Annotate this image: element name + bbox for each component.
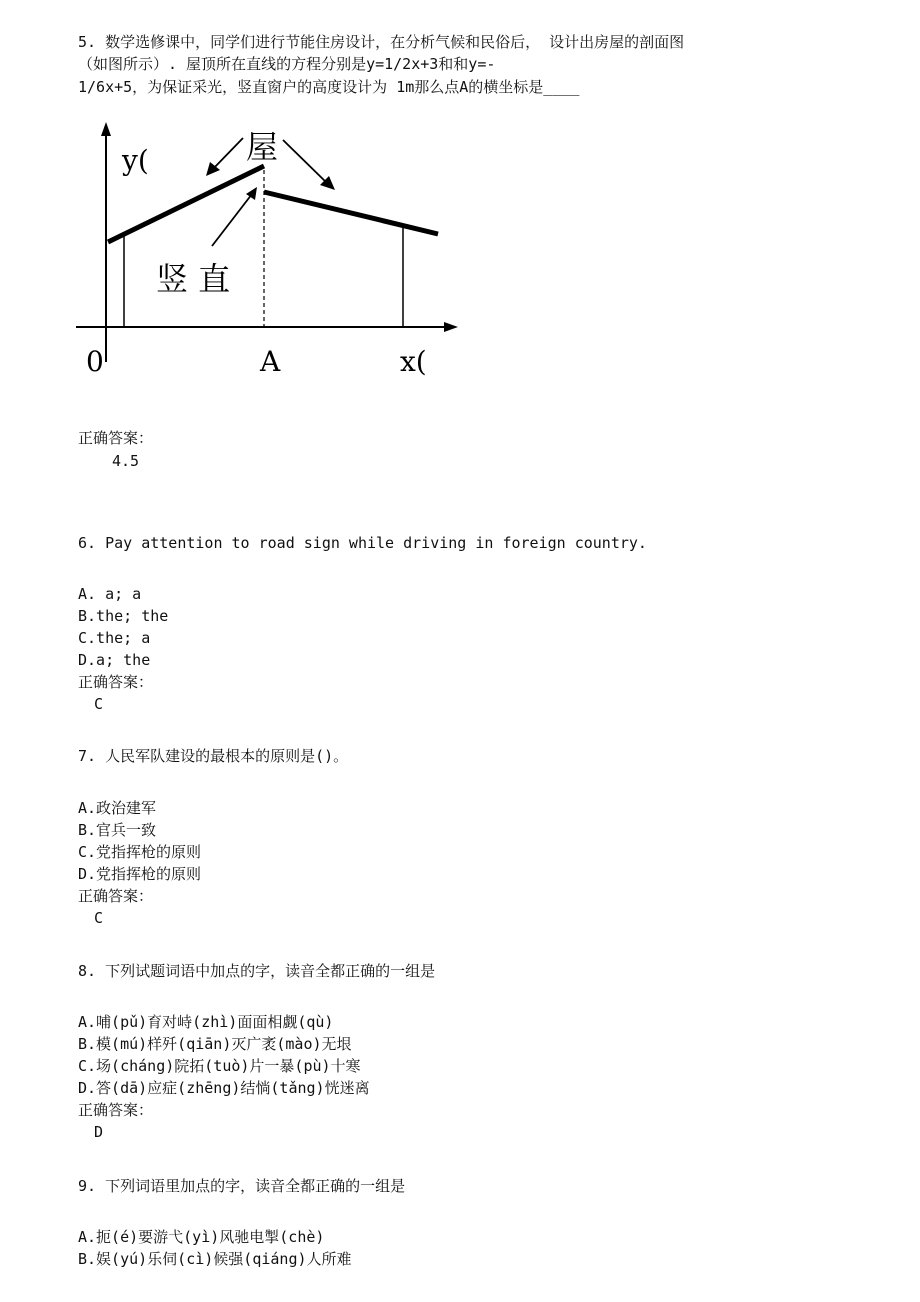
origin-label: 0 <box>86 345 104 378</box>
left-roof-line <box>108 166 264 242</box>
q8-option-b: B.模(mú)样歼(qiān)灭广袤(mào)无垠 <box>78 1035 352 1053</box>
q5-text-line-3: 1/6x+5，为保证采光，竖直窗户的高度设计为 1m那么点A的横坐标是____ <box>78 78 580 96</box>
q6-answer-value: C <box>94 695 104 713</box>
vertical-arrow <box>212 194 252 246</box>
vertical-arrow-head <box>246 187 257 200</box>
q8-option-a: A.哺(pǔ)育对峙(zhì)面面相觑(qù) <box>78 1013 334 1031</box>
q9-question: 9. 下列词语里加点的字，读音全都正确的一组是 <box>78 1177 406 1195</box>
q7-option-a: A.政治建军 <box>78 799 157 817</box>
x-axis-arrow <box>444 322 458 332</box>
q9-option-b: B.娱(yú)乐伺(cì)候强(qiáng)人所难 <box>78 1250 352 1268</box>
roof-arrow-left <box>212 138 243 170</box>
q6-option-c: C.the; a <box>78 629 151 647</box>
q5-answer-value: 4.5 <box>112 452 140 470</box>
x-axis-label: x( <box>400 345 427 378</box>
q7-option-d: D.党指挥枪的原则 <box>78 865 202 883</box>
q7-option-c: C.党指挥枪的原则 <box>78 843 202 861</box>
q6-option-a: A. a; a <box>78 585 142 603</box>
q7-option-b: B.官兵一致 <box>78 821 157 839</box>
q6-question: 6. Pay attention to road sign while driving in foreign country. <box>78 534 647 552</box>
q7-answer-value: C <box>94 909 104 927</box>
q6-option-d: D.a; the <box>78 651 151 669</box>
q9-option-a: A.扼(é)要游弋(yì)风驰电掣(chè) <box>78 1228 325 1246</box>
vertical-label: 竖 直 <box>156 260 231 298</box>
q8-option-d: D.答(dā)应症(zhēng)结惝(tǎng)恍迷离 <box>78 1079 370 1097</box>
q5-text-line-1: 5. 数学选修课中，同学们进行节能住房设计，在分析气候和民俗后， 设计出房屋的剖面图 <box>78 33 685 51</box>
point-a-label: A <box>260 345 281 378</box>
house-cross-section-figure <box>70 118 470 388</box>
q8-option-c: C.场(cháng)院拓(tuò)片一暴(pù)十寒 <box>78 1057 361 1075</box>
q7-question: 7. 人民军队建设的最根本的原则是()。 <box>78 747 349 765</box>
q6-option-b: B.the; the <box>78 607 169 625</box>
y-axis-label: y( <box>122 144 149 177</box>
q8-question: 8. 下列试题词语中加点的字，读音全都正确的一组是 <box>78 962 436 980</box>
q5-answer-label: 正确答案： <box>78 429 154 447</box>
right-roof-line <box>264 192 438 234</box>
q7-answer-label: 正确答案： <box>78 887 154 905</box>
q8-answer-value: D <box>94 1123 104 1141</box>
roof-arrow-right <box>283 140 328 184</box>
q8-answer-label: 正确答案： <box>78 1101 154 1119</box>
q6-answer-label: 正确答案： <box>78 673 154 691</box>
q5-text-line-2: （如图所示）. 屋顶所在直线的方程分别是y=1/2x+3和和y=- <box>78 55 496 73</box>
y-axis-arrow <box>101 122 111 136</box>
roof-label: 屋 <box>246 128 279 166</box>
